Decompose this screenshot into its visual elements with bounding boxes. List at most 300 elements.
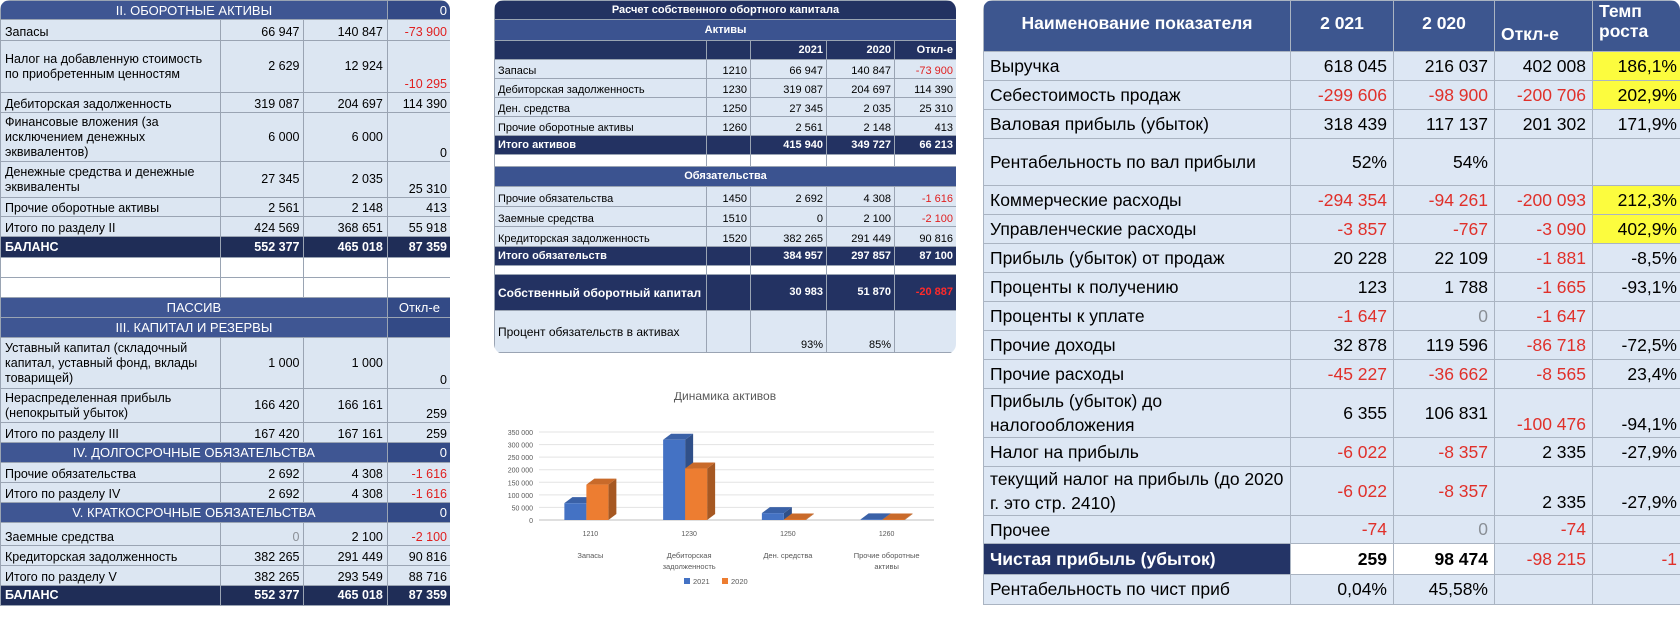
value-2021: 66 947 [221, 20, 304, 41]
value-2021: 2 561 [751, 117, 827, 136]
net-profit-row [984, 544, 1680, 575]
value-2021: 424 569 [221, 217, 304, 237]
section-value: 0 [387, 443, 450, 463]
value-growth: -8,5% [1593, 244, 1680, 273]
row-label: Итого активов [495, 136, 707, 155]
value-2020: 291 449 [827, 227, 895, 247]
value-2020: 119 596 [1394, 331, 1495, 360]
passive-title: ПАССИВ [1, 298, 388, 318]
assets-header [495, 20, 957, 41]
value-2021: -74 [1291, 516, 1394, 544]
value-2020: 167 161 [304, 423, 387, 443]
value-2021: 66 947 [751, 60, 827, 79]
value-2020: 0 [1394, 302, 1495, 331]
value-2020: 117 137 [1394, 110, 1495, 139]
value-2020: 22 109 [1394, 244, 1495, 273]
value-growth: 23,4% [1593, 360, 1680, 389]
short-term-header [1, 503, 451, 523]
value-diff: -74 [1495, 516, 1593, 544]
col-2021: 2 021 [1291, 1, 1394, 52]
value-2021: 2 692 [221, 463, 304, 483]
category-label: задолженность [662, 562, 716, 571]
row-label: Рентабельность по чист приб [984, 575, 1291, 605]
x-tick-label: 1250 [780, 531, 796, 538]
row-label: Заемные средства [1, 523, 221, 546]
legend-swatch-2021 [684, 578, 690, 584]
legend-swatch-2020 [722, 578, 728, 584]
value-2020: 6 000 [304, 113, 387, 162]
value-diff: 259 [387, 389, 450, 423]
value-diff: -73 900 [387, 20, 450, 41]
table-row [1, 566, 451, 586]
column-header-row [495, 41, 957, 60]
value-diff: -73 900 [895, 60, 957, 79]
table-row [984, 389, 1680, 438]
row-code: 1210 [707, 60, 751, 79]
value-2021: -294 354 [1291, 186, 1394, 215]
value-2020: 1 000 [304, 338, 387, 389]
value-2021: 32 878 [1291, 331, 1394, 360]
value-2020: 349 727 [827, 136, 895, 155]
value-2020: 51 870 [827, 275, 895, 311]
bar-2021-1250 [762, 513, 784, 520]
value-2021: 167 420 [221, 423, 304, 443]
value-growth: -94,1% [1593, 389, 1680, 438]
table-row [984, 81, 1680, 110]
value-diff: 90 816 [895, 227, 957, 247]
value-2021: 2 692 [751, 187, 827, 207]
income-statement-panel [983, 0, 1680, 634]
col-diff: Откл-е [1495, 1, 1593, 52]
value-diff: -1 616 [895, 187, 957, 207]
value-2020: -98 900 [1394, 81, 1495, 110]
table-row [1, 113, 451, 162]
row-code: 1250 [707, 98, 751, 117]
category-label: Дебиторская [666, 551, 712, 560]
value-growth [1593, 302, 1680, 331]
table-row [495, 79, 957, 98]
value-growth: -27,9% [1593, 438, 1680, 467]
category-label: Ден. средства [763, 551, 813, 560]
row-code: 1230 [707, 79, 751, 98]
value-2021: 382 265 [221, 546, 304, 566]
value-diff: 87 359 [387, 586, 450, 606]
value-diff: 114 390 [387, 93, 450, 113]
row-label: Выручка [984, 52, 1291, 81]
value-diff: -86 718 [1495, 331, 1593, 360]
liabilities-title: Обязательства [495, 167, 957, 187]
table-row [1, 483, 451, 503]
value-2021: 6 355 [1291, 389, 1394, 438]
row-label: Заемные средства [495, 207, 707, 227]
capital-title: III. КАПИТАЛ И РЕЗЕРВЫ [1, 318, 388, 338]
value-2020: 85% [827, 311, 895, 353]
value-2021: 166 420 [221, 389, 304, 423]
table-row [1, 423, 451, 443]
row-label: Прибыль (убыток) от продаж [984, 244, 1291, 273]
section-value: 0 [387, 503, 450, 523]
chart-title: Динамика активов [673, 392, 777, 403]
row-label: Рентабельность по вал прибыли [984, 139, 1291, 186]
value-2020: 2 100 [827, 207, 895, 227]
row-label: Прочие обязательства [495, 187, 707, 207]
value-diff: 0 [387, 338, 450, 389]
row-label: Коммерческие расходы [984, 186, 1291, 215]
value-2021: -45 227 [1291, 360, 1394, 389]
section-title: II. ОБОРОТНЫЕ АКТИВЫ [1, 1, 388, 20]
col-diff: Откл-е [895, 41, 957, 60]
working-capital-table [494, 0, 956, 353]
value-2021: 318 439 [1291, 110, 1394, 139]
value-2020: -94 261 [1394, 186, 1495, 215]
value-2020: 216 037 [1394, 52, 1495, 81]
row-label: текущий налог на прибыль (до 2020 г. это стр. 2410) [984, 467, 1291, 516]
value-2020: 465 018 [304, 237, 387, 258]
x-tick-label: 1260 [878, 531, 895, 538]
table-row [984, 110, 1680, 139]
row-label: Прочее [984, 516, 1291, 544]
value-2021: -6 022 [1291, 467, 1394, 516]
value-diff: 0 [387, 113, 450, 162]
row-label: Себестоимость продаж [984, 81, 1291, 110]
table-row [1, 546, 451, 566]
liabilities-header [495, 167, 957, 187]
row-label: Прочие обязательства [1, 463, 221, 483]
value-2021: -3 857 [1291, 215, 1394, 244]
value-diff: -1 616 [387, 463, 450, 483]
value-2021: 2 692 [221, 483, 304, 503]
table-title: Расчет собственного обортного капитала [495, 1, 957, 20]
y-tick-label: 200 000 [507, 467, 533, 475]
row-code: 1510 [707, 207, 751, 227]
chart-svg [494, 392, 956, 634]
value-2021: 384 957 [751, 247, 827, 266]
table-row [984, 215, 1680, 244]
row-label: Кредиторская задолженность [495, 227, 707, 247]
category-label: Прочие оборотные [853, 551, 920, 560]
table-row [495, 207, 957, 227]
value-growth: -27,9% [1593, 467, 1680, 516]
value-diff: -10 295 [387, 41, 450, 93]
table-row [984, 360, 1680, 389]
income-statement-table [983, 0, 1680, 605]
y-tick-label: 300 000 [507, 442, 533, 450]
value-2020: 12 924 [304, 41, 387, 93]
row-label: Процент обязательств в активах [495, 311, 707, 353]
table-row [1, 162, 451, 198]
spacer-row [495, 155, 957, 167]
value-2021: 319 087 [751, 79, 827, 98]
value-2020: 45,58% [1394, 575, 1495, 605]
row-label: Прочие доходы [984, 331, 1291, 360]
table-row [984, 331, 1680, 360]
table-row [984, 244, 1680, 273]
value-diff: 2 335 [1495, 438, 1593, 467]
empty-row [1, 278, 451, 298]
value-growth: -1 [1593, 544, 1680, 575]
value-2020: -8 357 [1394, 467, 1495, 516]
row-label: Итого по разделу V [1, 566, 221, 586]
row-label: Прочие оборотные активы [1, 198, 221, 217]
percent-row [495, 311, 957, 353]
value-diff: 87 100 [895, 247, 957, 266]
assets-dynamics-chart [494, 392, 956, 634]
table-row [984, 467, 1680, 516]
balance-row [1, 237, 451, 258]
value-2020: 1 788 [1394, 273, 1495, 302]
table-row [1, 389, 451, 423]
value-2020: 54% [1394, 139, 1495, 186]
value-2020: 2 100 [304, 523, 387, 546]
value-diff: 88 716 [387, 566, 450, 586]
legend-label: 2020 [731, 577, 748, 586]
column-header-row [984, 1, 1680, 52]
y-tick-label: 100 000 [507, 492, 533, 500]
value-2021: -299 606 [1291, 81, 1394, 110]
row-label: Ден. средства [495, 98, 707, 117]
value-2021: 382 265 [751, 227, 827, 247]
bar-side [608, 479, 616, 520]
x-tick-label: 1230 [681, 531, 697, 538]
row-label: Дебиторская задолженность [1, 93, 221, 113]
category-label: активы [874, 562, 899, 571]
table-row [1, 20, 451, 41]
value-growth: 186,1% [1593, 52, 1680, 81]
section-value: 0 [387, 1, 450, 20]
value-2021: -1 647 [1291, 302, 1394, 331]
y-tick-label: 250 000 [507, 455, 533, 463]
value-2021: 618 045 [1291, 52, 1394, 81]
long-term-title: IV. ДОЛГОСРОЧНЫЕ ОБЯЗАТЕЛЬСТВА [1, 443, 388, 463]
table-row [984, 273, 1680, 302]
table-row [1, 93, 451, 113]
value-2021: 1 000 [221, 338, 304, 389]
row-label: Итого по разделу IV [1, 483, 221, 503]
value-diff: -1 665 [1495, 273, 1593, 302]
legend-label: 2021 [693, 577, 710, 586]
value-2021: 0,04% [1291, 575, 1394, 605]
value-diff: 413 [895, 117, 957, 136]
own-capital-row [495, 275, 957, 311]
value-growth [1593, 516, 1680, 544]
row-label: Чистая прибыль (убыток) [984, 544, 1291, 575]
value-2021: 20 228 [1291, 244, 1394, 273]
capital-header [1, 318, 451, 338]
table-row [984, 186, 1680, 215]
long-term-header [1, 443, 451, 463]
row-label: Валовая прибыль (убыток) [984, 110, 1291, 139]
table-row [984, 516, 1680, 544]
value-2020: 98 474 [1394, 544, 1495, 575]
row-label: Денежные средства и денежные эквиваленты [1, 162, 221, 198]
value-diff: -20 887 [895, 275, 957, 311]
value-2021: 27 345 [751, 98, 827, 117]
row-code: 1260 [707, 117, 751, 136]
row-label: БАЛАНС [1, 586, 221, 606]
value-2021: 0 [221, 523, 304, 546]
bar-2021-1260 [861, 519, 883, 520]
table-row [495, 117, 957, 136]
value-2021: 552 377 [221, 586, 304, 606]
value-2020: -8 357 [1394, 438, 1495, 467]
value-diff: 413 [387, 198, 450, 217]
row-label: Финансовые вложения (за исключением денежных эквивалентов) [1, 113, 221, 162]
bar-2020-1250 [784, 519, 806, 520]
table-row [984, 438, 1680, 467]
value-2021: -6 022 [1291, 438, 1394, 467]
value-diff: -2 100 [895, 207, 957, 227]
value-2020: 293 549 [304, 566, 387, 586]
bar-2020-1210 [586, 485, 608, 520]
bar-side [707, 463, 715, 520]
value-2021: 0 [751, 207, 827, 227]
value-growth: 212,3% [1593, 186, 1680, 215]
value-2020: 291 449 [304, 546, 387, 566]
col-2020: 2 020 [1394, 1, 1495, 52]
row-label: Запасы [1, 20, 221, 41]
value-diff: -3 090 [1495, 215, 1593, 244]
table-row [1, 463, 451, 483]
value-diff: 55 918 [387, 217, 450, 237]
table-row [1, 198, 451, 217]
value-diff: -2 100 [387, 523, 450, 546]
row-code: 1450 [707, 187, 751, 207]
working-capital-panel [494, 0, 956, 354]
table-row [984, 52, 1680, 81]
value-2020: 2 148 [304, 198, 387, 217]
value-diff: -8 565 [1495, 360, 1593, 389]
bar-2021-1230 [663, 440, 685, 520]
value-2020: 204 697 [827, 79, 895, 98]
value-2021: 415 940 [751, 136, 827, 155]
value-diff: 66 213 [895, 136, 957, 155]
value-2020: 2 035 [827, 98, 895, 117]
row-label: Прочие расходы [984, 360, 1291, 389]
row-label: Запасы [495, 60, 707, 79]
table-row [495, 227, 957, 247]
bar-2021-1210 [564, 503, 586, 520]
value-diff: 259 [387, 423, 450, 443]
passive-header [1, 298, 451, 318]
value-diff: -100 476 [1495, 389, 1593, 438]
value-2020: -767 [1394, 215, 1495, 244]
spacer-row [495, 266, 957, 275]
table-row [984, 302, 1680, 331]
row-label: Уставный капитал (складочный капитал, уставный фонд, вклады товарищей) [1, 338, 221, 389]
value-diff: -98 215 [1495, 544, 1593, 575]
value-2020: 106 831 [1394, 389, 1495, 438]
value-growth: -93,1% [1593, 273, 1680, 302]
bar-2020-1260 [883, 519, 905, 520]
row-label: Налог на прибыль [984, 438, 1291, 467]
balance-sheet-table [0, 0, 450, 606]
value-2021: 319 087 [221, 93, 304, 113]
value-2021: 30 983 [751, 275, 827, 311]
value-diff: -200 706 [1495, 81, 1593, 110]
value-2020: 0 [1394, 516, 1495, 544]
value-2021: 382 265 [221, 566, 304, 586]
value-2021: 93% [751, 311, 827, 353]
row-label: Управленческие расходы [984, 215, 1291, 244]
value-diff: -1 881 [1495, 244, 1593, 273]
value-2021: 2 629 [221, 41, 304, 93]
row-label: Проценты к уплате [984, 302, 1291, 331]
value-growth: 402,9% [1593, 215, 1680, 244]
table-row [495, 187, 957, 207]
value-2020: 4 308 [827, 187, 895, 207]
value-2021: 2 561 [221, 198, 304, 217]
value-diff: 87 359 [387, 237, 450, 258]
row-label: Кредиторская задолженность [1, 546, 221, 566]
col-name: Наименование показателя [984, 1, 1291, 52]
value-growth [1593, 139, 1680, 186]
col-growth: Темп роста [1593, 1, 1680, 52]
value-2021: 552 377 [221, 237, 304, 258]
assets-total-row [495, 136, 957, 155]
value-2020: 166 161 [304, 389, 387, 423]
balance-row [1, 586, 451, 606]
value-2020: 368 651 [304, 217, 387, 237]
table-row [1, 338, 451, 389]
value-diff: -1 616 [387, 483, 450, 503]
y-tick-label: 350 000 [507, 430, 533, 437]
value-diff: 2 335 [1495, 467, 1593, 516]
value-diff: -200 093 [1495, 186, 1593, 215]
value-2020: 4 308 [304, 463, 387, 483]
table-row [1, 217, 451, 237]
value-2020: 2 148 [827, 117, 895, 136]
value-2021: 6 000 [221, 113, 304, 162]
value-2021: 52% [1291, 139, 1394, 186]
table-row [984, 139, 1680, 186]
value-2020: 297 857 [827, 247, 895, 266]
y-tick-label: 150 000 [507, 480, 533, 488]
passive-diff-header: Откл-е [387, 298, 450, 318]
value-2020: 2 035 [304, 162, 387, 198]
category-label: Запасы [577, 551, 604, 560]
col-2020: 2020 [827, 41, 895, 60]
liabilities-total-row [495, 247, 957, 266]
balance-sheet-panel [0, 0, 450, 634]
row-label: Итого обязательств [495, 247, 707, 266]
row-label: Итого по разделу III [1, 423, 221, 443]
row-label: БАЛАНС [1, 237, 221, 258]
value-2021: 27 345 [221, 162, 304, 198]
row-label: Налог на добавленную стоимость по приобретенным ценностям [1, 41, 221, 93]
value-diff: 90 816 [387, 546, 450, 566]
value-2021: 123 [1291, 273, 1394, 302]
value-diff [1495, 139, 1593, 186]
value-diff: 201 302 [1495, 110, 1593, 139]
y-tick-label: 0 [529, 518, 533, 525]
value-growth: 202,9% [1593, 81, 1680, 110]
row-code: 1520 [707, 227, 751, 247]
row-label: Собственный оборотный капитал [495, 275, 707, 311]
short-term-title: V. КРАТКОСРОЧНЫЕ ОБЯЗАТЕЛЬСТВА [1, 503, 388, 523]
row-label: Прибыль (убыток) до налогообложения [984, 389, 1291, 438]
value-2020: 465 018 [304, 586, 387, 606]
value-growth: -72,5% [1593, 331, 1680, 360]
row-label: Проценты к получению [984, 273, 1291, 302]
table-title-row [495, 1, 957, 20]
value-diff: 25 310 [387, 162, 450, 198]
value-growth: 171,9% [1593, 110, 1680, 139]
value-2020: -36 662 [1394, 360, 1495, 389]
row-label: Прочие оборотные активы [495, 117, 707, 136]
net-profitability-row [984, 575, 1680, 605]
row-label: Дебиторская задолженность [495, 79, 707, 98]
value-2020: 4 308 [304, 483, 387, 503]
